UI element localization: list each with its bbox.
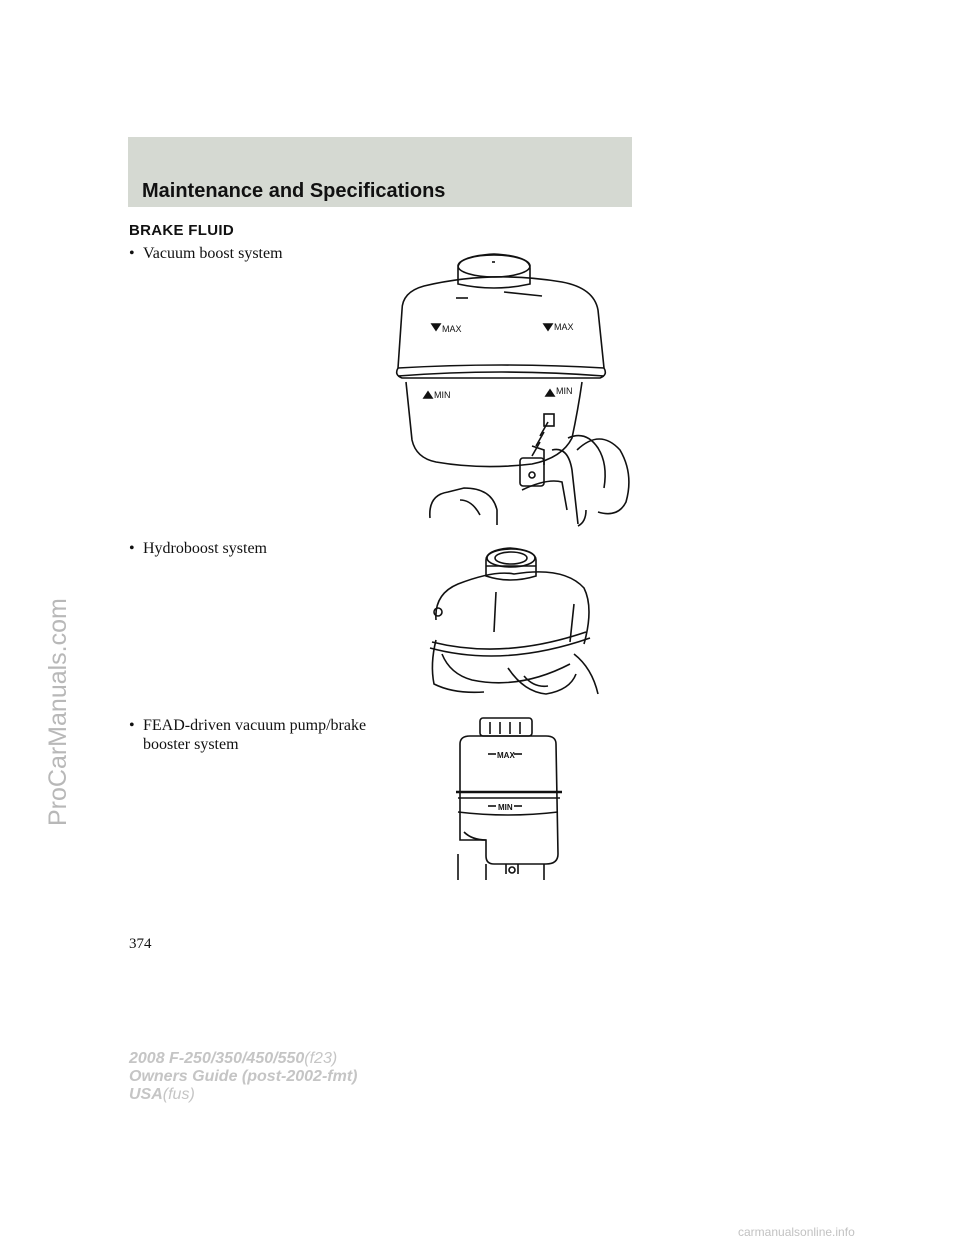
- footer-market-code: (fus): [162, 1086, 195, 1103]
- bullet-symbol: •: [129, 245, 135, 262]
- fead-reservoir-illustration: [450, 714, 570, 880]
- footer-model-code: (f23): [304, 1050, 338, 1067]
- vacuum-boost-reservoir-illustration: [372, 250, 640, 528]
- vacuum-min-label-left: MIN: [434, 390, 451, 400]
- footer-model: 2008 F-250/350/450/550: [129, 1050, 305, 1067]
- bullet-symbol: •: [129, 717, 135, 734]
- page-number: 374: [129, 936, 152, 952]
- bullet-text: Hydroboost system: [143, 540, 267, 557]
- bottom-watermark: carmanualsonline.info: [738, 1225, 855, 1239]
- bullet-symbol: •: [129, 540, 135, 557]
- brake-fluid-heading: BRAKE FLUID: [129, 222, 234, 239]
- footer-line-2: Owners Guide (post-2002-fmt): [129, 1068, 358, 1085]
- footer-line-1: [129, 1050, 357, 1068]
- bullet-text-continued: booster system: [143, 736, 239, 753]
- side-watermark: ProCarManuals.com: [44, 598, 72, 826]
- footer-line-3: [129, 1086, 357, 1104]
- fead-min-label: MIN: [498, 803, 513, 812]
- hydroboost-reservoir-illustration: [424, 544, 608, 706]
- vacuum-max-label-right: MAX: [554, 322, 574, 332]
- fead-max-label: MAX: [497, 751, 515, 760]
- bullet-vacuum-boost: [129, 244, 283, 263]
- bullet-fead-vacuum-pump: [129, 716, 366, 754]
- bullet-hydroboost: [129, 539, 267, 558]
- vacuum-max-label-left: MAX: [442, 324, 462, 334]
- section-title: Maintenance and Specifications: [142, 180, 446, 202]
- bullet-text: Vacuum boost system: [143, 245, 283, 262]
- bullet-text: FEAD-driven vacuum pump/brake: [143, 717, 367, 734]
- footer-edition-info: [129, 1050, 357, 1104]
- footer-market: USA: [129, 1086, 163, 1103]
- vacuum-min-label-right: MIN: [556, 386, 573, 396]
